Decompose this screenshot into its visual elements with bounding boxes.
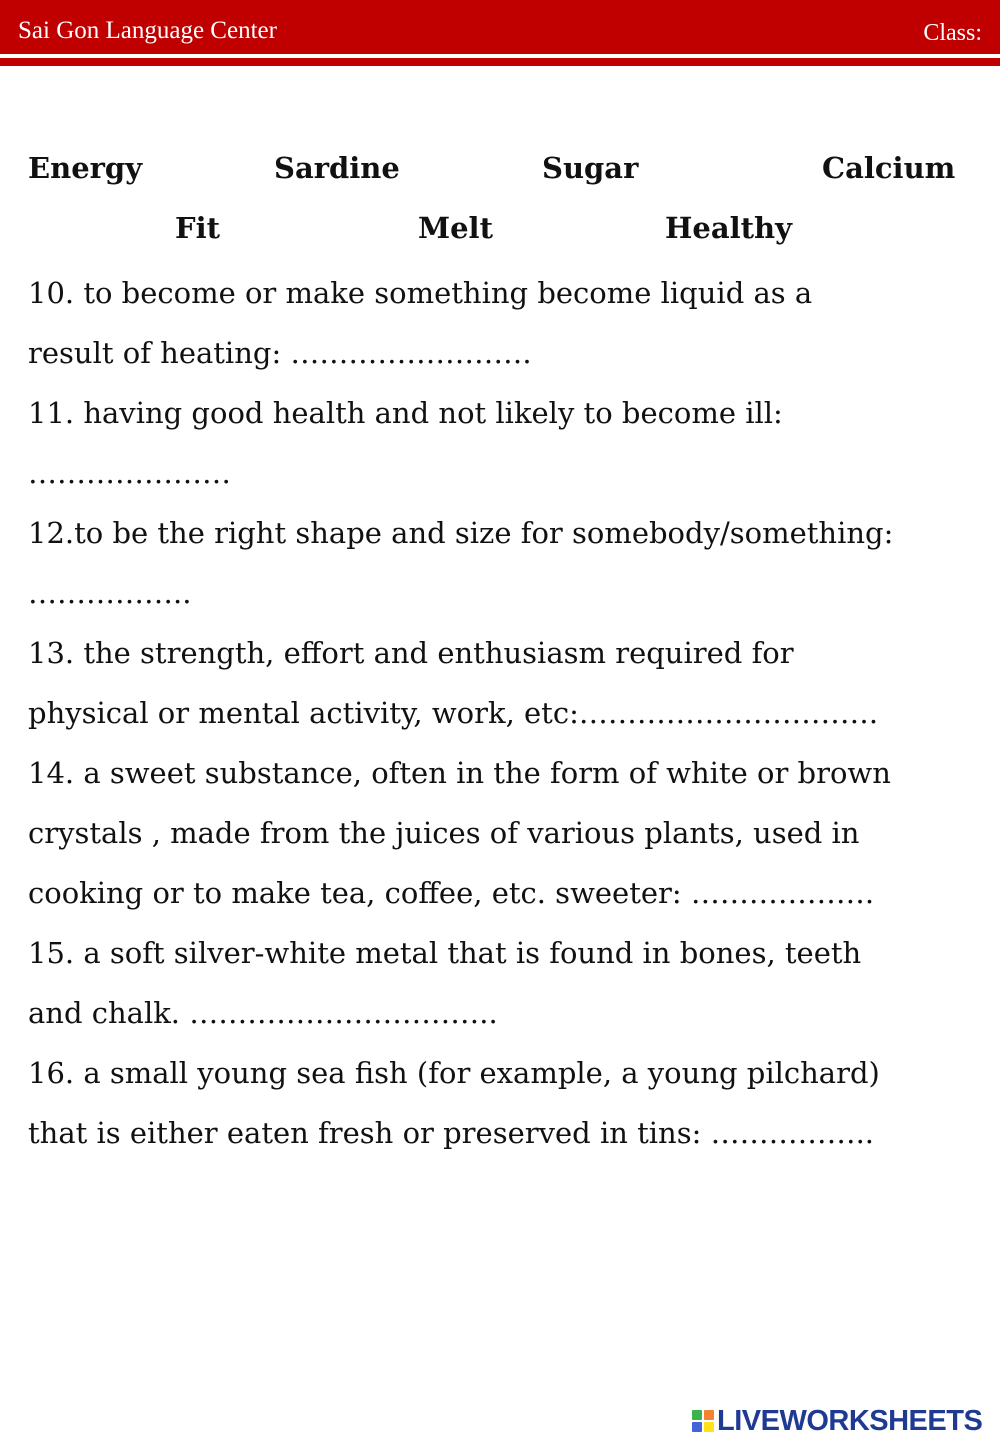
header-divider (0, 58, 1000, 66)
question-line: result of heating: ……………………. (28, 336, 532, 370)
word-bank-item: Healthy (665, 211, 792, 245)
question-line: 10. to become or make something become liquid as a (28, 276, 813, 310)
question-line: 15. a soft silver-white metal that is found in bones, teeth (28, 936, 862, 970)
word-bank-item: Melt (418, 211, 493, 245)
question-line: physical or mental activity, work, etc:…………………………. (28, 696, 879, 730)
word-bank-item: Sugar (542, 151, 639, 185)
question-line: that is either eaten fresh or preserved in tins: …………….. (28, 1116, 875, 1150)
question-line: and chalk. ………………………….. (28, 996, 498, 1030)
question-line: 12.to be the right shape and size for somebody/something: (28, 516, 894, 550)
question-line: crystals , made from the juices of various plants, used in (28, 816, 860, 850)
word-bank-item: Energy (28, 151, 143, 185)
question-line: 16. a small young sea fish (for example, a young pilchard) (28, 1056, 880, 1090)
question-line: 14. a sweet substance, often in the form of white or brown (28, 756, 891, 790)
question-line: ………………… (28, 456, 231, 490)
logo-mark-icon (692, 1410, 714, 1432)
question-line: …………….. (28, 576, 192, 610)
question-line: cooking or to make tea, coffee, etc. sweeter: ………………. (28, 876, 875, 910)
word-bank-item: Calcium (822, 151, 956, 185)
word-bank-item: Sardine (274, 151, 400, 185)
logo-text: LIVEWORKSHEETS (717, 1404, 983, 1437)
question-line: 13. the strength, effort and enthusiasm required for (28, 636, 794, 670)
class-label: Class: (923, 20, 982, 46)
center-name: Sai Gon Language Center (18, 17, 277, 44)
question-list (28, 263, 998, 1163)
word-bank-item: Fit (175, 211, 221, 245)
liveworksheets-logo (692, 1404, 982, 1438)
question-line: 11. having good health and not likely to become ill: (28, 396, 783, 430)
